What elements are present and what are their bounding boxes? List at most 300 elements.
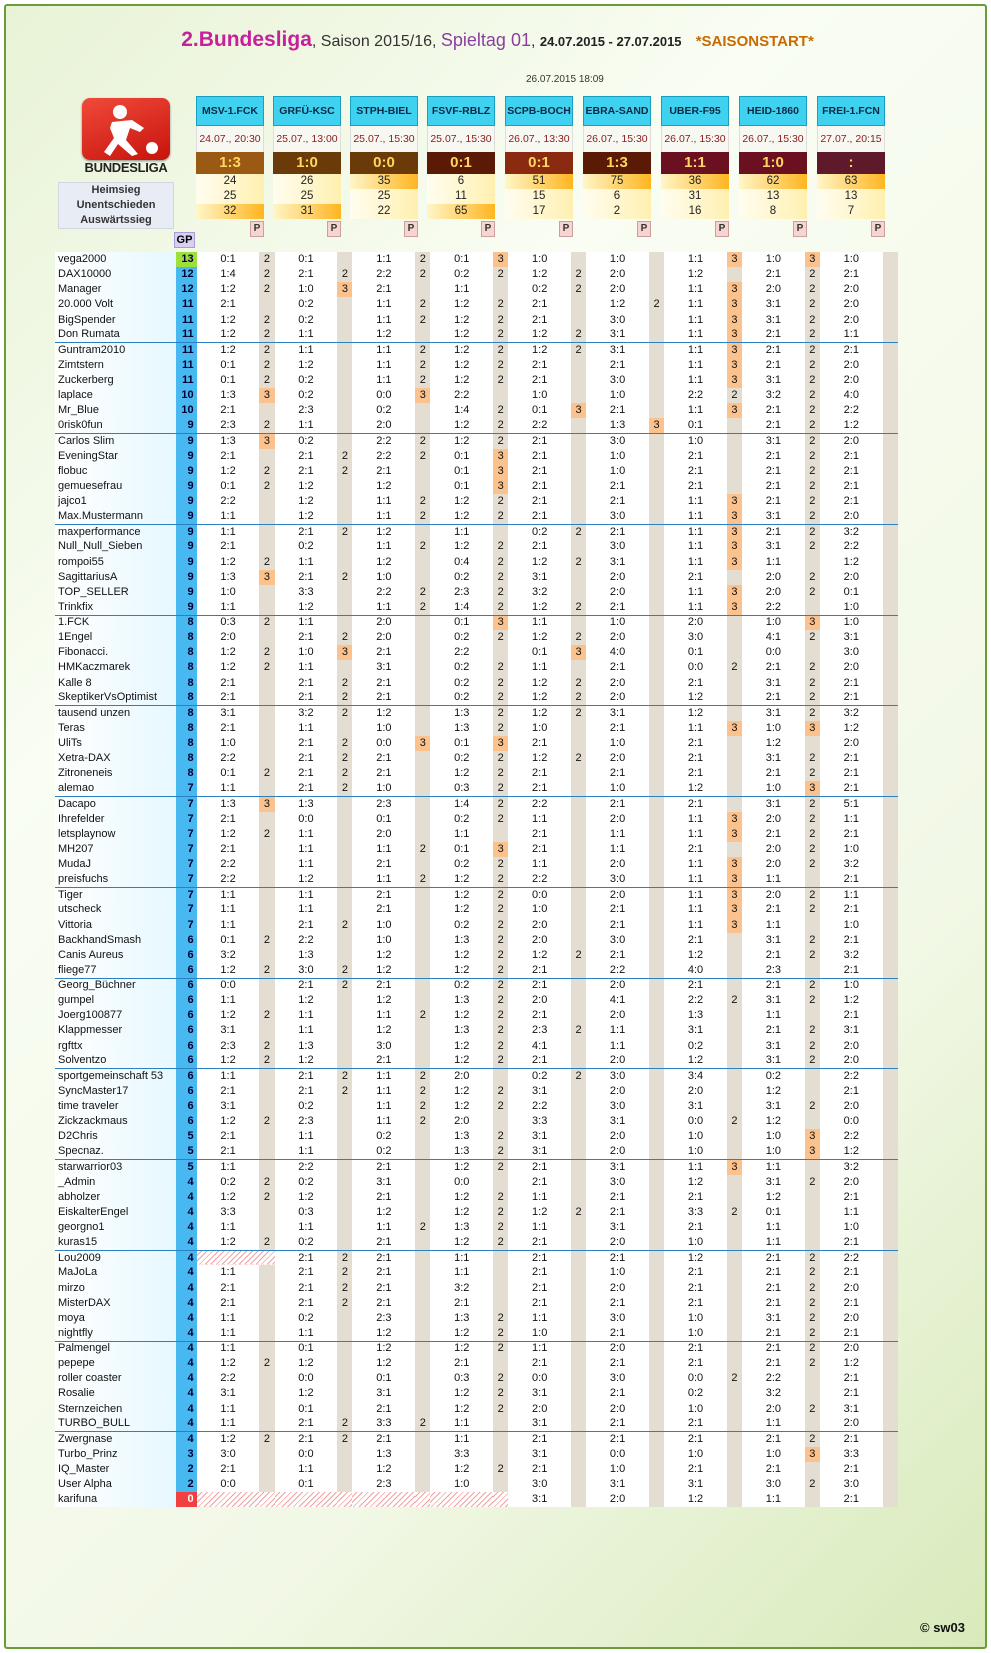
tip-cell: 1:2 [352,1205,415,1220]
points-cell [415,812,430,827]
player-name[interactable]: Max.Mustermann [55,509,176,524]
tip-cell: 0:1 [430,615,493,630]
tip-cell: 2:0 [586,751,649,766]
points-cell [337,1356,352,1371]
tip-cell: 0:1 [352,812,415,827]
tip-cell: 1:1 [275,827,338,842]
tip-cell: 1:0 [820,600,883,615]
player-silhouette-icon [82,98,170,160]
points-cell [883,706,898,721]
player-name[interactable]: 0risk0fun [55,418,176,433]
points-cell [337,509,352,524]
tip-cell: 1:3 [430,1129,493,1144]
tip-cell: 0:2 [508,282,571,297]
tip-cell: 2:1 [586,918,649,933]
tip-cell: 1:0 [820,252,883,267]
tip-cell: 2:1 [352,887,415,902]
tip-cell: 0:1 [275,252,338,267]
player-name[interactable]: moya [55,1311,176,1326]
player-name[interactable]: Mr_Blue [55,403,176,418]
points-cell [259,812,274,827]
player-name[interactable]: UliTs [55,736,176,751]
player-name[interactable]: Zwergnase [55,1432,176,1447]
player-name[interactable]: D2Chris [55,1129,176,1144]
player-name[interactable]: BigSpender [55,313,176,328]
points-cell [727,1250,742,1265]
tip-cell: 1:1 [820,1205,883,1220]
points-cell [259,1144,274,1159]
player-name[interactable]: Sternzeichen [55,1402,176,1417]
points-cell [337,1205,352,1220]
points-cell [649,736,664,751]
label-heimsieg: Heimsieg [91,184,141,196]
tip-cell: 2:1 [742,1023,805,1038]
table-row [55,328,898,343]
table-row [55,494,898,509]
player-name[interactable]: SkeptikerVsOptimist [55,691,176,706]
player-name[interactable]: Klappmesser [55,1023,176,1038]
points-cell [649,1039,664,1054]
player-name[interactable]: Solventzo [55,1054,176,1069]
player-name[interactable]: mirzo [55,1281,176,1296]
player-gp: 3 [176,1447,196,1462]
points-cell: 2 [571,691,586,706]
tip-cell: 2:3 [275,1114,338,1129]
player-name[interactable]: roller coaster [55,1371,176,1386]
player-name[interactable]: HMKaczmarek [55,660,176,675]
table-row [55,691,898,706]
player-gp: 11 [176,358,196,373]
table-row [55,282,898,297]
player-name[interactable]: alemao [55,781,176,796]
player-name[interactable]: letsplaynow [55,827,176,842]
table-row [55,676,898,691]
points-cell [883,918,898,933]
player-name[interactable]: preisfuchs [55,872,176,887]
player-name[interactable]: Vittoria [55,918,176,933]
tip-cell: 1:1 [586,827,649,842]
points-cell [883,570,898,585]
player-name[interactable]: utscheck [55,902,176,917]
player-name[interactable]: Fibonacci. [55,645,176,660]
match-team[interactable]: STPH-BIEL [350,96,418,126]
logo-emblem [82,98,170,160]
player-name[interactable]: rgfttx [55,1039,176,1054]
player-name[interactable]: Zickzackmaus [55,1114,176,1129]
match-result: 1:0 [739,152,807,174]
points-cell: 2 [259,267,274,282]
points-cell [649,827,664,842]
tip-cell: 2:3 [508,1023,571,1038]
tip-cell: 2:1 [664,933,727,948]
points-cell: 2 [493,797,508,812]
points-cell [727,1069,742,1084]
player-name[interactable]: time traveler [55,1099,176,1114]
points-cell [259,1099,274,1114]
points-cell [571,1477,586,1492]
table-row [55,827,898,842]
player-name[interactable]: Lou2009 [55,1250,176,1265]
player-name[interactable]: nightfly [55,1326,176,1341]
points-cell [259,872,274,887]
points-cell: 2 [805,1023,820,1038]
points-cell: 3 [727,373,742,388]
points-cell [415,691,430,706]
points-cell: 3 [727,857,742,872]
points-cell [493,827,508,842]
player-name[interactable]: maxperformance [55,524,176,539]
tip-cell: 2:1 [508,434,571,449]
tip-cell: 3:1 [664,1023,727,1038]
table-row [55,902,898,917]
tip-cell: 2:1 [352,751,415,766]
points-cell [337,1402,352,1417]
tip-cell: 1:1 [352,600,415,615]
tip-cell: 2:1 [197,403,260,418]
tip-cell: 3:1 [742,1054,805,1069]
player-name[interactable]: georgno1 [55,1220,176,1235]
tip-cell: 1:0 [820,842,883,857]
match-result: 1:3 [196,152,264,174]
tip-cell: 1:1 [197,993,260,1008]
tip-cell: 2:1 [820,1008,883,1023]
points-cell [883,1296,898,1311]
tip-cell: 1:0 [508,252,571,267]
points-cell [649,1296,664,1311]
tip-cell [430,1492,493,1507]
player-name[interactable]: rompoi55 [55,555,176,570]
points-cell: 2 [805,1432,820,1447]
player-name[interactable]: 1.FCK [55,615,176,630]
player-name[interactable]: Specnaz. [55,1144,176,1159]
player-name[interactable]: MaJoLa [55,1265,176,1280]
tip-cell: 2:1 [664,1356,727,1371]
player-name[interactable]: Trinkfix [55,600,176,615]
tip-cell: 1:2 [197,313,260,328]
match-team[interactable]: SCPB-BOCH [505,96,573,126]
tip-cell: 1:2 [820,1356,883,1371]
tip-cell: 0:2 [275,388,338,403]
points-cell [727,418,742,433]
player-name[interactable]: User Alpha [55,1477,176,1492]
player-name[interactable]: starwarrior03 [55,1160,176,1175]
points-cell [727,676,742,691]
table-row [55,1144,898,1159]
tip-cell: 2:1 [820,691,883,706]
tip-cell: 1:3 [586,418,649,433]
player-name[interactable]: Don Rumata [55,328,176,343]
player-name[interactable]: Joerg100877 [55,1008,176,1023]
tip-cell: 2:1 [586,721,649,736]
player-name[interactable]: gemuesefrau [55,479,176,494]
player-name[interactable]: tausend unzen [55,706,176,721]
points-cell [571,736,586,751]
points-cell [415,328,430,343]
player-name[interactable]: Canis Aureus [55,948,176,963]
tip-cell: 3:1 [508,570,571,585]
tip-cell: 1:1 [508,1311,571,1326]
points-cell: 2 [259,1190,274,1205]
points-cell [571,1296,586,1311]
table-row [55,993,898,1008]
points-cell [415,1296,430,1311]
tip-cell: 1:2 [275,993,338,1008]
player-name[interactable]: 20.000 Volt [55,297,176,312]
player-gp: 8 [176,676,196,691]
tip-cell: 1:1 [430,282,493,297]
points-cell: 3 [805,615,820,630]
points-cell: 3 [805,1144,820,1159]
player-name[interactable]: MH207 [55,842,176,857]
player-name[interactable]: Zuckerberg [55,373,176,388]
tip-cell: 0:2 [430,812,493,827]
player-name[interactable]: Georg_Büchner [55,978,176,993]
tip-cell: 2:1 [508,1356,571,1371]
points-cell [337,1129,352,1144]
tip-cell: 1:2 [197,343,260,358]
tip-cell: 2:1 [820,1492,883,1507]
tip-cell: 0:2 [352,1129,415,1144]
tip-cell: 2:0 [586,267,649,282]
points-cell: 2 [259,933,274,948]
points-cell [337,1160,352,1175]
match-team[interactable]: FREI-1.FCN [817,96,885,126]
tip-cell: 2:1 [586,660,649,675]
points-cell [259,1220,274,1235]
player-gp: 7 [176,827,196,842]
player-name[interactable]: EveningStar [55,449,176,464]
points-cell [727,479,742,494]
tip-cell: 1:2 [430,539,493,554]
points-cell [805,1220,820,1235]
points-cell: 3 [727,812,742,827]
points-label: P [793,221,807,237]
points-cell [571,1311,586,1326]
points-cell [649,1235,664,1250]
player-name[interactable]: Rosalie [55,1386,176,1401]
title-season: , Saison 2015/16, [311,33,441,50]
player-name[interactable]: Ihrefelder [55,812,176,827]
points-cell [415,933,430,948]
points-cell [883,1311,898,1326]
player-name[interactable]: Tiger [55,887,176,902]
points-cell [883,434,898,449]
match-team[interactable]: MSV-1.FCK [196,96,264,126]
tip-cell: 2:0 [742,282,805,297]
player-name[interactable]: gumpel [55,993,176,1008]
points-cell [883,872,898,887]
player-gp: 8 [176,691,196,706]
points-cell [571,1250,586,1265]
points-cell: 2 [415,358,430,373]
player-gp: 9 [176,479,196,494]
tip-cell: 1:1 [275,615,338,630]
table-row [55,524,898,539]
match-team[interactable]: UBER-F95 [661,96,729,126]
points-cell: 2 [493,297,508,312]
tip-cell: 0:1 [275,1402,338,1417]
points-cell: 3 [727,297,742,312]
points-cell: 3 [415,736,430,751]
player-name[interactable]: Null_Null_Sieben [55,539,176,554]
table-row [55,403,898,418]
points-cell [571,963,586,978]
player-name[interactable]: Xetra-DAX [55,751,176,766]
points-cell [649,524,664,539]
tip-cell: 1:0 [352,933,415,948]
points-cell [259,1417,274,1432]
tip-cell: 1:1 [197,1341,260,1356]
table-row [55,585,898,600]
player-name[interactable]: TOP_SELLER [55,585,176,600]
player-name[interactable]: MisterDAX [55,1296,176,1311]
tip-cell: 3:0 [586,539,649,554]
tip-cell: 2:1 [275,1281,338,1296]
player-name[interactable]: TURBO_BULL [55,1417,176,1432]
player-gp: 9 [176,494,196,509]
tip-cell: 3:1 [586,328,649,343]
player-name[interactable]: vega2000 [55,252,176,267]
tip-cell: 2:1 [820,1371,883,1386]
points-label: P [327,221,341,237]
tip-cell: 2:1 [820,1386,883,1401]
player-gp: 7 [176,812,196,827]
tip-cell: 2:1 [197,842,260,857]
tip-cell: 1:0 [664,1129,727,1144]
player-name[interactable]: 1Engel [55,630,176,645]
match-team[interactable]: FSVF-RBLZ [427,96,495,126]
points-cell: 3 [649,418,664,433]
points-cell [727,691,742,706]
player-name[interactable]: _Admin [55,1175,176,1190]
points-cell [259,630,274,645]
match-date: 26.07., 15:30 [583,126,651,152]
points-cell [883,948,898,963]
tip-cell: 1:1 [664,297,727,312]
player-name[interactable]: SagittariusA [55,570,176,585]
player-name[interactable]: pepepe [55,1356,176,1371]
points-cell: 2 [805,902,820,917]
table-row [55,1250,898,1265]
tip-cell: 1:1 [197,1402,260,1417]
points-cell: 2 [493,872,508,887]
player-name[interactable]: jajco1 [55,494,176,509]
points-cell [415,555,430,570]
points-cell [415,1235,430,1250]
points-cell [727,842,742,857]
points-cell: 3 [727,343,742,358]
tip-cell: 3:1 [197,1386,260,1401]
points-cell [259,297,274,312]
points-cell: 2 [805,842,820,857]
player-name[interactable]: Carlos Slim [55,434,176,449]
tip-cell: 1:0 [586,615,649,630]
player-name[interactable]: Kalle 8 [55,676,176,691]
match-team[interactable]: GRFÜ-KSC [273,96,341,126]
points-cell: 2 [337,267,352,282]
match-header [817,96,885,239]
tip-cell: 0:0 [430,1175,493,1190]
points-cell [883,494,898,509]
player-name[interactable]: Zitroneneis [55,766,176,781]
player-name[interactable]: Dacapo [55,797,176,812]
player-name[interactable]: abholzer [55,1190,176,1205]
player-name[interactable]: karifuna [55,1492,176,1507]
tip-cell: 2:0 [586,1341,649,1356]
points-cell [727,1023,742,1038]
player-name[interactable]: DAX10000 [55,267,176,282]
tip-cell: 1:1 [742,872,805,887]
match-count-ausw: 17 [505,204,573,219]
player-gp: 4 [176,1220,196,1235]
points-cell [415,1402,430,1417]
table-row [55,418,898,433]
player-name[interactable]: kuras15 [55,1235,176,1250]
player-name[interactable]: IQ_Master [55,1462,176,1477]
player-name[interactable]: MudaJ [55,857,176,872]
tip-cell: 1:1 [352,872,415,887]
tip-cell: 3:0 [586,1069,649,1084]
points-cell: 2 [493,1054,508,1069]
player-gp: 4 [176,1356,196,1371]
player-name[interactable]: EiskalterEngel [55,1205,176,1220]
tip-cell: 1:1 [586,1039,649,1054]
tip-cell: 2:0 [820,373,883,388]
player-name[interactable]: Zimtstern [55,358,176,373]
points-cell: 2 [805,403,820,418]
points-cell [883,1054,898,1069]
player-name[interactable]: flobuc [55,464,176,479]
tip-cell: 2:0 [586,585,649,600]
player-name[interactable]: Teras [55,721,176,736]
player-gp: 5 [176,1129,196,1144]
tip-cell: 1:4 [197,267,260,282]
tip-cell: 2:1 [586,403,649,418]
tip-cell: 2:1 [664,1432,727,1447]
player-name[interactable]: sportgemeinschaft 53 [55,1069,176,1084]
player-name[interactable]: Guntram2010 [55,343,176,358]
player-name[interactable]: BackhandSmash [55,933,176,948]
points-cell [259,676,274,691]
tip-cell: 2:1 [586,479,649,494]
tip-cell: 2:1 [352,1160,415,1175]
tip-cell: 0:1 [275,1341,338,1356]
player-name[interactable]: SyncMaster17 [55,1084,176,1099]
tip-cell: 0:1 [197,358,260,373]
tip-cell: 1:0 [586,449,649,464]
match-team[interactable]: EBRA-SAND [583,96,651,126]
points-cell: 2 [805,1175,820,1190]
tip-cell: 2:1 [508,1250,571,1265]
player-name[interactable]: Palmengel [55,1341,176,1356]
tip-cell: 3:1 [197,1023,260,1038]
player-name[interactable]: Turbo_Prinz [55,1447,176,1462]
points-cell: 3 [571,403,586,418]
points-label: P [250,221,264,237]
player-name[interactable]: Manager [55,282,176,297]
points-cell [259,751,274,766]
tip-cell: 2:1 [742,267,805,282]
points-cell [727,1417,742,1432]
tip-cell: 3:1 [820,1402,883,1417]
player-name[interactable]: fliege77 [55,963,176,978]
tip-cell: 3:1 [586,1114,649,1129]
player-name[interactable]: laplace [55,388,176,403]
tip-cell: 0:1 [430,479,493,494]
match-team[interactable]: HEID-1860 [739,96,807,126]
tip-cell: 1:2 [508,1205,571,1220]
tip-cell: 1:1 [508,1220,571,1235]
